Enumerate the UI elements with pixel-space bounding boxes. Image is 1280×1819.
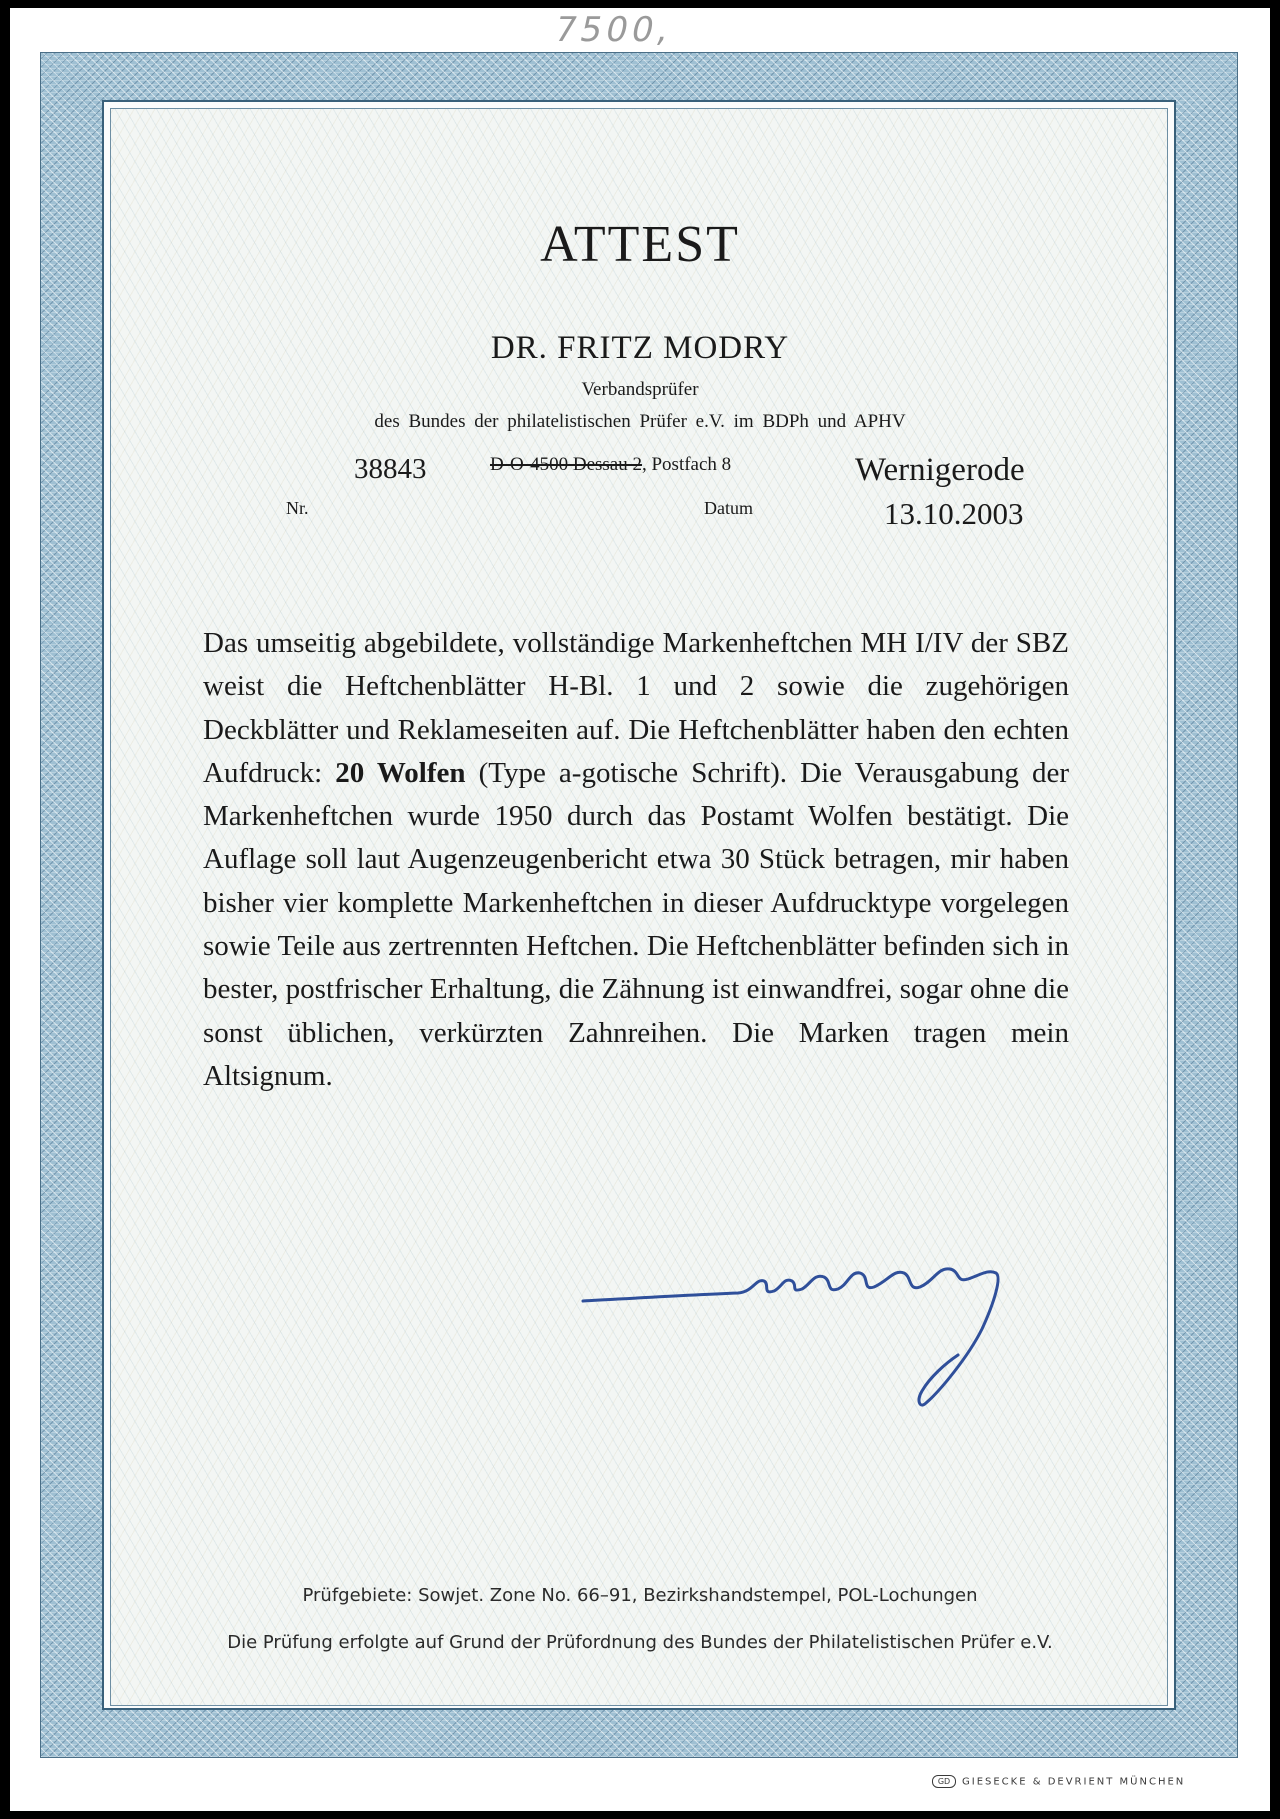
date-label: Datum (704, 498, 753, 518)
printer-imprint (932, 1775, 1185, 1788)
pencil-price-note: 7500, (550, 10, 677, 50)
certificate-page (10, 8, 1270, 1811)
certificate-body-text (203, 622, 1069, 1098)
certificate-title: ATTEST (540, 216, 740, 273)
struck-old-address: D-O-4500 Dessau 2 (490, 454, 642, 475)
postbox: , Postfach 8 (641, 454, 732, 475)
printer-logo-icon: GD (932, 1775, 956, 1788)
number-label: Nr. (286, 498, 309, 518)
examiner-role: Verbandsprüfer (581, 379, 699, 400)
exam-areas-footer: Prüfgebiete: Sowjet. Zone No. 66–91, Bezirkshandstempel, POL-Lochungen (302, 1585, 978, 1606)
city: Wernigerode (855, 452, 1025, 488)
association-line: des Bundes der philatelistischen Prüfer e.V. im BDPh und APHV (374, 411, 906, 432)
printer-name: GIESECKE & DEVRIENT MÜNCHEN (962, 1776, 1186, 1788)
signature-stroke (583, 1269, 998, 1405)
overprint-highlight: 20 Wolfen (335, 756, 466, 789)
certificate-number: 38843 (354, 453, 427, 485)
certificate-date: 13.10.2003 (884, 496, 1024, 531)
examiner-name: DR. FRITZ MODRY (490, 330, 790, 366)
body-rest: (Type a-gotische Schrift). Die Verausgabung der Markenheftchen wurde 1950 durch das Postamt Wolfen bestätigt. Die Auflage soll laut Augenzeugenbericht etwa 30 Stück betragen, mir haben bisher vier komplette Markenheftchen in dieser Aufdrucktype vorgelegen sowie Teile aus zertrennten Heftchen. Die Heftchenblätter befinden sich in bester, postfrischer Erhaltung, die Zähnung ist einwandfrei, sogar ohne die sonst üblichen, verkürzten Zahnreihen. Die Marken tragen mein Altsignum. (203, 756, 1070, 1092)
examiner-signature (578, 1243, 1048, 1413)
address-line (490, 454, 731, 476)
body-intro: Das umseitig abgebildete, vollständige Markenheftchen MH I/IV der SBZ weist die Heftchenblätter H-Bl. 1 und 2 sowie die zugehörigen Deckblätter und Reklameseiten auf. Die Heftchenblätter haben den echten Aufdruck: (203, 627, 1069, 789)
exam-rule-footer: Die Prüfung erfolgte auf Grund der Prüfordnung des Bundes der Philatelistischen Prüfer e.V. (227, 1632, 1053, 1653)
